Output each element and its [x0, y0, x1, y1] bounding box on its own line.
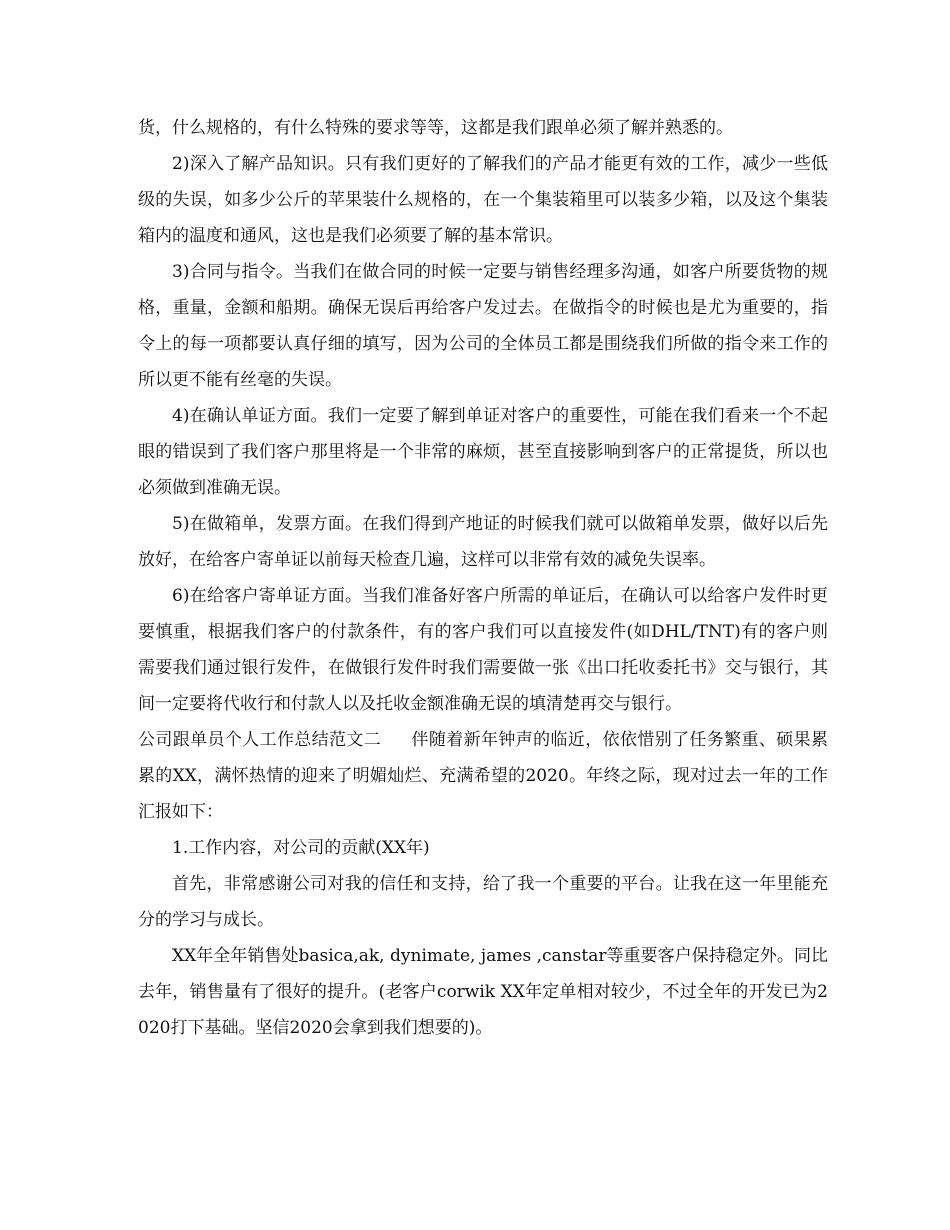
- paragraph-5: 5)在做箱单，发票方面。在我们得到产地证的时候我们就可以做箱单发票，做好以后先放好，在给客户寄单证以前每天检查几遍，这样可以非常有效的减免失误率。: [138, 514, 828, 570]
- section-title: 公司跟单员个人工作总结范文二: [138, 730, 382, 750]
- paragraph-1: 货，什么规格的，有什么特殊的要求等等，这都是我们跟单必须了解并熟悉的。: [138, 118, 733, 138]
- paragraph-7: 1.工作内容，对公司的贡献(XX年): [172, 838, 430, 858]
- paragraph-8: 首先，非常感谢公司对我的信任和支持，给了我一个重要的平台。让我在这一年里能充分的学习与成长。: [138, 874, 828, 930]
- paragraph-9: XX年全年销售处basica,ak, dynimate, james ,canstar等重要客户保持稳定外。同比去年，销售量有了很好的提升。(老客户corwik XX年定单相对较少，不过全年的开发已为2020打下基础。坚信2020会拿到我们想要的)。: [138, 946, 828, 1038]
- paragraph-2: 2)深入了解产品知识。只有我们更好的了解我们的产品才能更有效的工作，减少一些低级的失误，如多少公斤的苹果装什么规格的，在一个集装箱里可以装多少箱，以及这个集装箱内的温度和通风，这也是我们必须要了解的基本常识。: [138, 154, 828, 246]
- section-intro: 伴随着新年钟声的临近，依依惜别了任务繁重、硕果累累的XX，满怀热情的迎来了明媚灿烂、充满希望的2020。年终之际，现对过去一年的工作汇报如下：: [138, 730, 829, 822]
- document-body: [138, 110, 828, 1046]
- section-paragraph: [138, 722, 828, 830]
- paragraph-4: 4)在确认单证方面。我们一定要了解到单证对客户的重要性，可能在我们看来一个不起眼的错误到了我们客户那里将是一个非常的麻烦，甚至直接影响到客户的正常提货，所以也必须做到准确无误。: [138, 406, 828, 498]
- paragraph-3: 3)合同与指令。当我们在做合同的时候一定要与销售经理多沟通，如客户所要货物的规格，重量，金额和船期。确保无误后再给客户发过去。在做指令的时候也是尤为重要的，指令上的每一项都要认真仔细的填写，因为公司的全体员工都是围绕我们所做的指令来工作的所以更不能有丝毫的失误。: [138, 262, 828, 390]
- paragraph-6: 6)在给客户寄单证方面。当我们准备好客户所需的单证后，在确认可以给客户发件时更要慎重，根据我们客户的付款条件，有的客户我们可以直接发件(如DHL/TNT)有的客户则需要我们通过银行发件，在做银行发件时我们需要做一张《出口托收委托书》交与银行，其间一定要将代收行和付款人以及托收金额准确无误的填清楚再交与银行。: [138, 586, 828, 714]
